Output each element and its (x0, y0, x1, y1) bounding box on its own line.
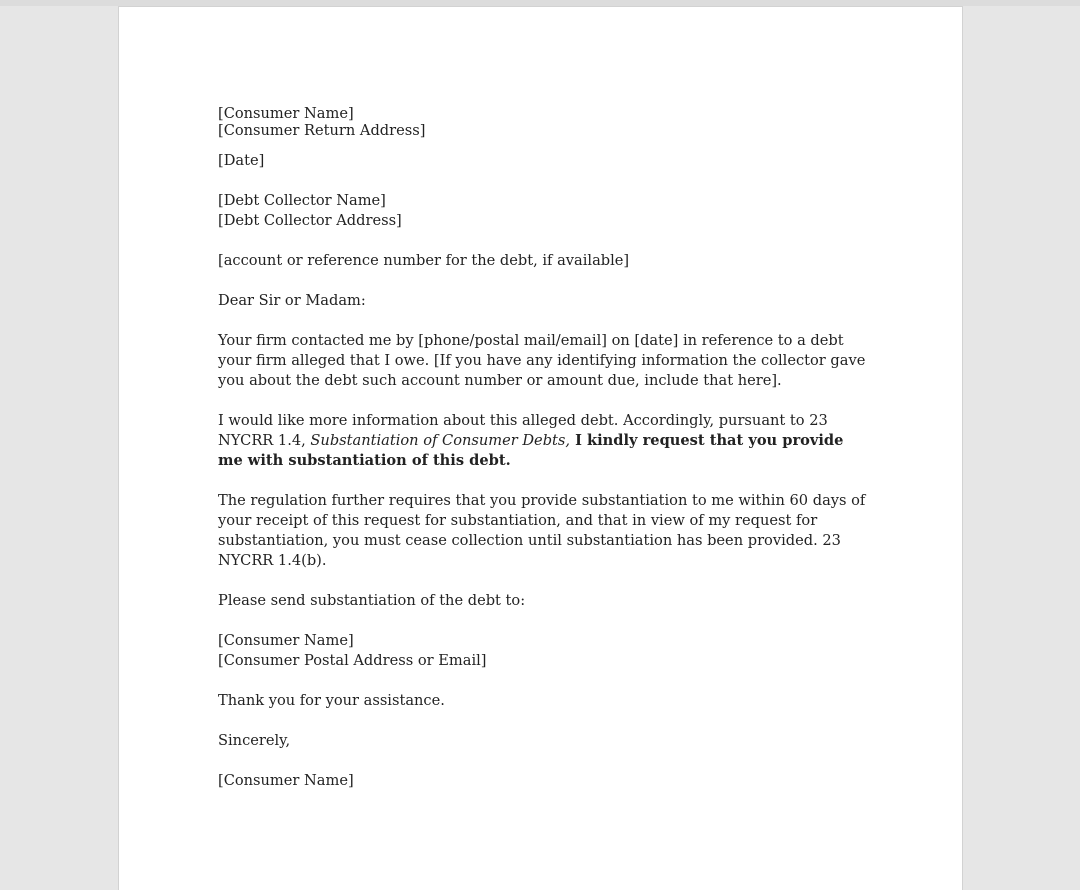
paragraph-regulation (218, 491, 868, 571)
recipient-address: [Debt Collector Address] (218, 212, 402, 229)
paragraph-line-mixed (218, 431, 868, 451)
letter-date (218, 151, 868, 171)
recipient-name: [Debt Collector Name] (218, 192, 386, 209)
signature-line (218, 771, 868, 791)
request-bold-start: I kindly request that you provide (570, 432, 844, 449)
paragraph-line: Your firm contacted me by [phone/postal mail/email] on [date] in reference to a debt (218, 332, 844, 349)
regulation-cite: NYCRR 1.4, (218, 432, 311, 449)
send-to-block (218, 631, 868, 671)
paragraph-line: NYCRR 1.4(b). (218, 552, 327, 569)
send-to-name: [Consumer Name] (218, 632, 354, 649)
thanks-text: Thank you for your assistance. (218, 692, 445, 709)
sender-block (218, 105, 868, 139)
signature-text: [Consumer Name] (218, 772, 354, 789)
salutation-text: Dear Sir or Madam: (218, 292, 366, 309)
sender-address: [Consumer Return Address] (218, 122, 426, 139)
paragraph-line: substantiation, you must cease collection until substantiation has been provided. 23 (218, 532, 841, 549)
regulation-title: Substantiation of Consumer Debts, (310, 432, 571, 449)
request-bold-end: me with substantiation of this debt. (218, 452, 511, 469)
paragraph-line: I would like more information about this alleged debt. Accordingly, pursuant to 23 (218, 412, 828, 429)
thanks-line (218, 691, 868, 711)
request-text: Please send substantiation of the debt to: (218, 592, 526, 609)
paragraph-contact (218, 331, 868, 391)
paragraph-request (218, 411, 868, 471)
closing-text: Sincerely, (218, 732, 291, 749)
recipient-block (218, 191, 868, 231)
closing-line (218, 731, 868, 751)
date-text: [Date] (218, 152, 265, 169)
sender-name: [Consumer Name] (218, 105, 354, 122)
paragraph-line: The regulation further requires that you provide substantiation to me within 60 days of (218, 492, 866, 509)
send-to-address: [Consumer Postal Address or Email] (218, 652, 487, 669)
request-line (218, 591, 868, 611)
salutation (218, 291, 868, 311)
paragraph-line: your receipt of this request for substantiation, and that in view of my request for (218, 512, 818, 529)
paragraph-line: your firm alleged that I owe. [If you have any identifying information the collector gave (218, 352, 866, 369)
document-page (118, 6, 963, 890)
reference-text: [account or reference number for the debt, if available] (218, 252, 630, 269)
reference-line (218, 251, 868, 271)
letter-body (218, 105, 868, 811)
paragraph-line: you about the debt such account number or amount due, include that here]. (218, 372, 782, 389)
